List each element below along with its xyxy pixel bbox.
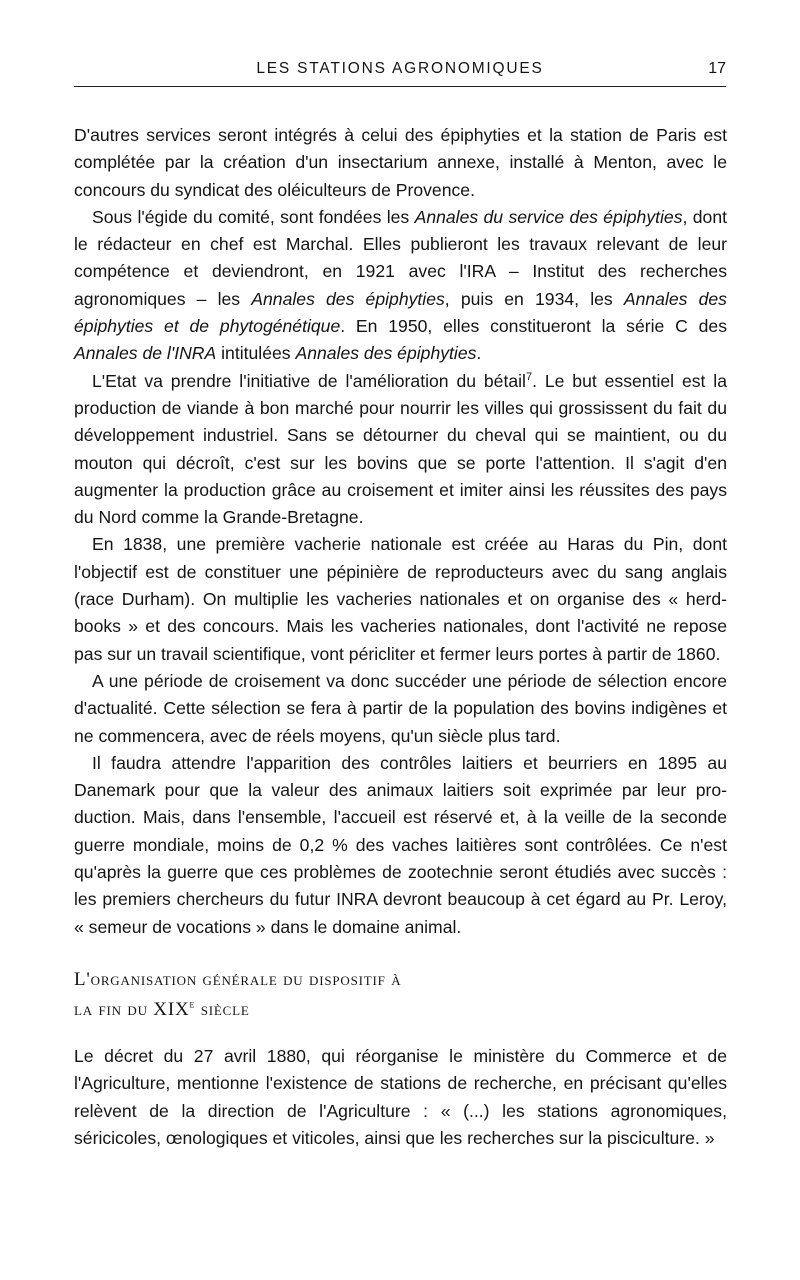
paragraph-6: Il faudra attendre l'apparition des contrôles laitiers et beurriers en 1895 au Danemark pour que la valeur des animaux laitiers soit exprimée par leur production. Mais, dans l'ensemble, l'accueil est réservé et, à la veille de la seconde guerre mondiale, moins de 0,2 % des vaches laitières sont contrôlées. Ce n'est qu'après la guerre que ces problèmes de zootechnie seront étudiés avec succès : les premiers chercheurs du futur INRA devront beaucoup à cet égard au Pr. Leroy, « semeur de vocations » dans le domaine animal. <box>74 752 727 937</box>
section-heading-line-1: L'organisation générale du dispositif à <box>74 969 402 990</box>
paragraph-1: D'autres services seront intégrés à celui des épiphyties et la station de Paris est complétée par la création d'un insectarium annexe, installé à Menton, avec le concours du syndicat des oléiculteurs de Provence. <box>74 125 727 200</box>
journal-title: Annales du service des épiphyties <box>414 206 683 227</box>
journal-title: Annales des épiphyties <box>251 288 445 309</box>
text-run: L'Etat va prendre l'initiative de l'amélioration du bétail <box>92 370 526 391</box>
text-run: intitulées <box>216 343 296 364</box>
running-title: LES STATIONS AGRONOMIQUES <box>256 60 544 77</box>
text-run: . En 1950, elles constitueront la série C des <box>340 316 727 337</box>
paragraph-5: A une période de croisement va donc succéder une période de sélection encore d'actualité. Cette sélection se fera à partir de la population des bovins indigènes et ne commencera, avec de réels moyens, qu'un siècle plus tard. <box>74 670 727 746</box>
section-heading-line-2 <box>74 995 634 1025</box>
section-paragraph-1: Le décret du 27 avril 1880, qui réorganise le ministère du Commerce et de l'Agriculture, mentionne l'existence de stations de recherche, en précisant qu'elles relèvent de la direction de l'Agriculture : « (...) les stations agronomiques, séricicoles, œnologiques et viticoles, ainsi que les recherches sur la pisciculture. » <box>74 1046 727 1148</box>
text-run: , puis en 1934, les <box>444 288 624 309</box>
text-run: Sous l'égide du comité, sont fondées les <box>92 206 415 227</box>
text-run: . Le but essentiel est la production de viande à bon marché pour nourrir les villes qui grossissent du fait du développement industriel. Sans se détourner du cheval qui se maintient, ou du mouton qui décroît, c'est sur les bovins que se porte l'attention. Il s'agit d'en augmenter la production grâce au croisement et imiter ainsi les réussites des pays du Nord comme la Grande-Bretagne. <box>74 370 727 528</box>
text-run: , dont le rédacteur en chef est Marchal. Elles publieront les travaux relevant de leur compétence et deviendront, en 1921 avec l'IRA – Institut des recherches agronomiques – les <box>74 206 727 309</box>
journal-title: Annales des épiphyties et de phytogénétique <box>74 288 727 337</box>
section-heading <box>74 965 634 1025</box>
page-number: 17 <box>708 60 726 77</box>
paragraph-3 <box>74 368 727 532</box>
footnote-ref[interactable]: 7 <box>525 370 533 383</box>
journal-title: Annales des épiphyties <box>295 343 477 364</box>
body-text <box>74 122 727 941</box>
text-run: siècle <box>195 999 250 1020</box>
text-run: . <box>476 343 482 364</box>
paragraph-4: En 1838, une première vacherie nationale est créée au Haras du Pin, dont l'objectif est de constituer une pépinière de reproducteurs avec du sang anglais (race Durham). On multiplie les vacheries nationales et on organise des « herd-books » et des concours. Mais les vacheries nationales, dont l'activité ne repose pas sur un travail scientifique, vont péricliter et fermer leurs portes à partir de 1860. <box>74 534 727 664</box>
text-run: la fin du XIX <box>74 999 190 1020</box>
journal-title: Annales de l'INRA <box>74 343 217 364</box>
section-text <box>74 1043 727 1152</box>
superscript: e <box>189 998 196 1011</box>
paragraph-2 <box>74 204 727 368</box>
page-header <box>74 58 726 87</box>
